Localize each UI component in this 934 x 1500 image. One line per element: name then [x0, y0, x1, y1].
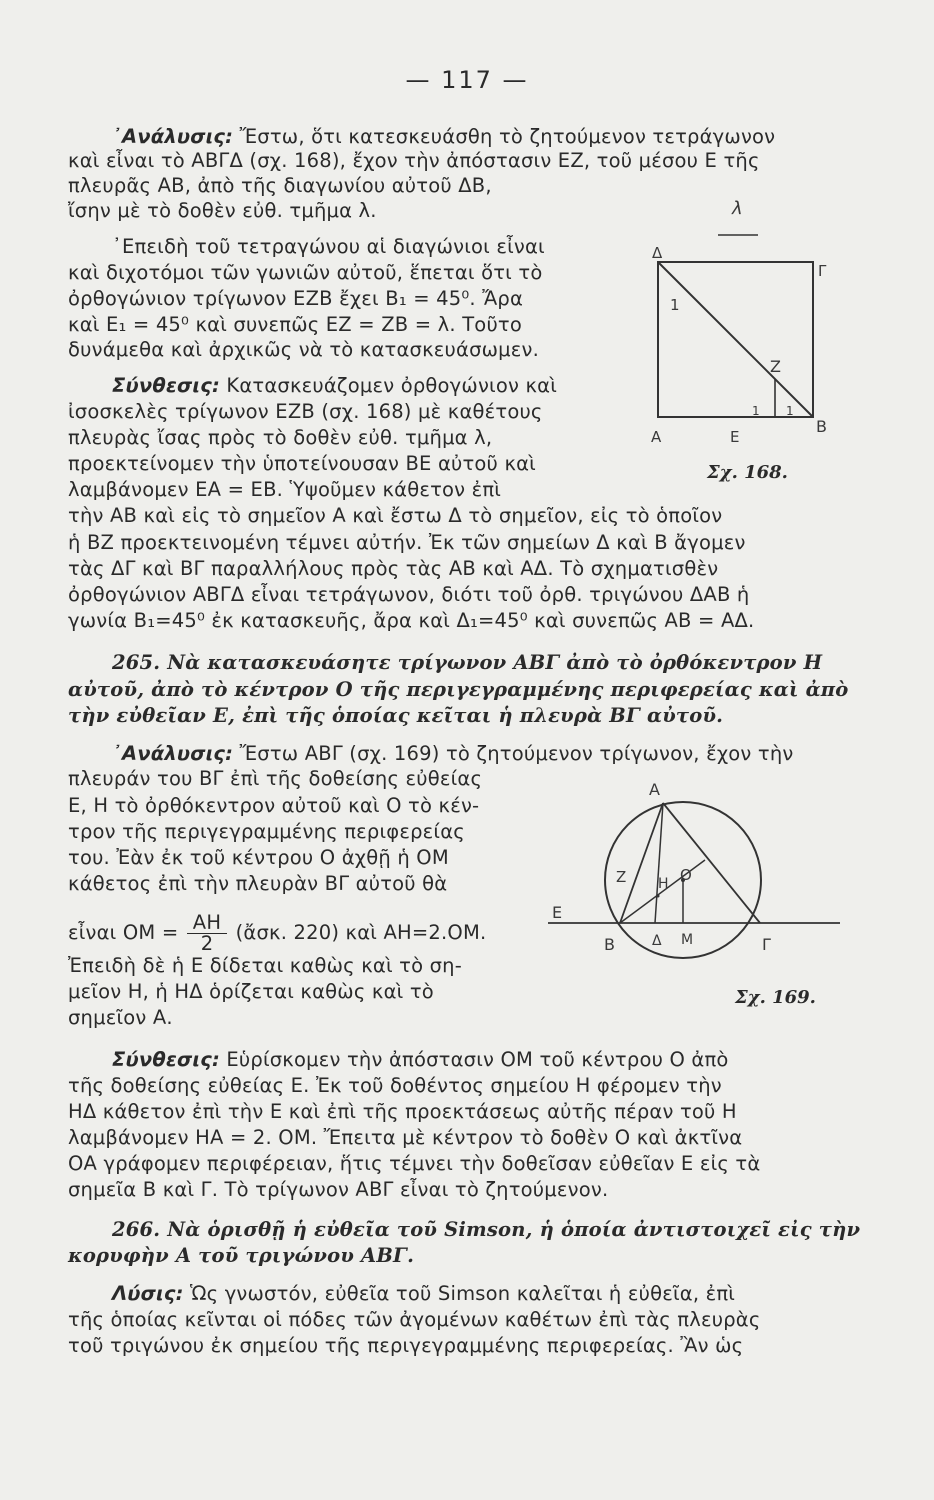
- figure-168-caption: Σχ. 168.: [707, 462, 788, 483]
- solution-line-0: Λύσις: Ὡς γνωστόν, εὐθεῖα τοῦ Simson καλεῖται ἡ εὐθεῖα, ἐπὶ: [112, 1282, 736, 1305]
- solution-label: Λύσις:: [112, 1282, 184, 1305]
- synthesis1-label: Σύνθεσις:: [112, 374, 220, 397]
- label-epsilon: Ε: [730, 428, 740, 446]
- label-b: Β: [604, 935, 615, 954]
- analysis2-line-6: εἶναι ΟΜ = $\frac{AH}{2}$ (ἄσκ. 220) καὶ ΑΗ=2.ΟΜ.: [68, 911, 487, 955]
- analysis2-line-2: Ε, Η τὸ ὀρθόκεντρον αὐτοῦ καὶ Ο τὸ κέν-: [68, 794, 480, 817]
- problem266-line-1: κορυφὴν Α τοῦ τριγώνου ΑΒΓ.: [68, 1244, 415, 1267]
- synthesis1-line-6: ἡ ΒΖ προεκτεινομένη τέμνει αὐτήν. Ἐκ τῶν σημείων Δ καὶ Β ἄγομεν: [68, 531, 746, 554]
- label-gamma: Γ: [818, 262, 827, 280]
- synthesis1-line-3: προεκτείνομεν τὴν ὑποτείνουσαν ΒΕ αὐτοῦ καὶ: [68, 452, 536, 475]
- fraction: [187, 913, 227, 954]
- analysis2-line-10: σημεῖον Α.: [68, 1006, 173, 1029]
- label-one-left: 1: [670, 296, 680, 314]
- diagonal-db: [658, 262, 813, 417]
- synthesis1-line-4: λαμβάνομεν ΕΑ = ΕΒ. Ὑψοῦμεν κάθετον ἐπὶ: [68, 478, 502, 501]
- solution-line-1: τῆς ὁποίας κεῖνται οἱ πόδες τῶν ἀγομένων καθέτων ἐπὶ τὰς πλευρὰς: [68, 1308, 761, 1331]
- problem265-line-1: αὐτοῦ, ἀπὸ τὸ κέντρον Ο τῆς περιγεγραμμένης περιφερείας καὶ ἀπὸ: [68, 678, 849, 701]
- analysis1-line-2: πλευρᾶς ΑΒ, ἀπὸ τῆς διαγωνίου αὐτοῦ ΔΒ,: [68, 174, 492, 197]
- synthesis1-line-1: ἰσοσκελὲς τρίγωνον ΕΖΒ (σχ. 168) μὲ καθέτους: [68, 400, 543, 423]
- label-one-b: 1: [786, 404, 794, 418]
- synthesis1-line-0: Σύνθεσις: Κατασκευάζομεν ὀρθογώνιον καὶ: [112, 374, 558, 397]
- figure-169: [540, 770, 860, 970]
- figure-168: [620, 195, 840, 495]
- point-h: [657, 895, 660, 898]
- analysis1-line-4: ᾿Επειδὴ τοῦ τετραγώνου αἱ διαγώνιοι εἶναι: [112, 235, 545, 258]
- solution-line-2: τοῦ τριγώνου ἐκ σημείου τῆς περιγεγραμμένης περιφερείας. Ἂν ὡς: [68, 1334, 744, 1357]
- label-o: Ο: [680, 866, 692, 884]
- analysis1-line-7: καὶ Ε₁ = 45⁰ καὶ συνεπῶς ΕΖ = ΖΒ = λ. Τοῦτο: [68, 313, 522, 336]
- label-z: Ζ: [770, 357, 781, 376]
- analysis2-line-3: τρον τῆς περιγεγραμμένης περιφερείας: [68, 820, 465, 843]
- fraction-numerator: ΑΗ: [187, 913, 227, 934]
- label-e: Ε: [552, 903, 563, 922]
- synthesis2-line-1: τῆς δοθείσης εὐθείας Ε. Ἐκ τοῦ δοθέντος σημείου Η φέρομεν τὴν: [68, 1074, 722, 1097]
- label-h: Η: [658, 876, 669, 892]
- analysis1-line-1: καὶ εἶναι τὸ ΑΒΓΔ (σχ. 168), ἔχον τὴν ἀπόστασιν ΕΖ, τοῦ μέσου Ε τῆς: [68, 149, 760, 172]
- analysis2-line-4: του. Ἐὰν ἐκ τοῦ κέντρου Ο ἀχθῇ ἡ ΟΜ: [68, 846, 449, 869]
- synthesis2-line-3: λαμβάνομεν ΗΑ = 2. ΟΜ. Ἔπειτα μὲ κέντρον τὸ δοθὲν Ο καὶ ἀκτῖνα: [68, 1126, 743, 1149]
- label-d: Δ: [652, 933, 662, 949]
- synthesis1-line-8: ὀρθογώνιον ΑΒΓΔ εἶναι τετράγωνον, διότι τοῦ ὀρθ. τριγώνου ΔΑΒ ἡ: [68, 583, 750, 606]
- label-z: Ζ: [616, 868, 627, 886]
- page-number: — 117 —: [405, 66, 529, 94]
- label-alpha: Α: [651, 428, 662, 446]
- synthesis2-label: Σύνθεσις:: [112, 1048, 220, 1071]
- side-ag: [663, 803, 760, 923]
- figure-169-caption: Σχ. 169.: [735, 987, 816, 1008]
- synthesis2-line-0: Σύνθεσις: Εὑρίσκομεν τὴν ἀπόστασιν ΟΜ τοῦ κέντρου Ο ἀπὸ: [112, 1048, 729, 1071]
- label-lambda: λ: [732, 198, 743, 219]
- analysis1-line-0: ᾿Ανάλυσις: Ἔστω, ὅτι κατεσκευάσθη τὸ ζητούμενον τετράγωνον: [112, 125, 776, 148]
- synthesis1-line-9: γωνία Β₁=45⁰ ἐκ κατασκευῆς, ἄρα καὶ Δ₁=45⁰ καὶ συνεπῶς ΑΒ = ΑΔ.: [68, 609, 755, 632]
- analysis2-line-0: ᾿Ανάλυσις: Ἔστω ΑΒΓ (σχ. 169) τὸ ζητούμενον τρίγωνον, ἔχον τὴν: [112, 742, 794, 765]
- label-one-a: 1: [752, 404, 760, 418]
- analysis2-label: ᾿Ανάλυσις:: [112, 742, 234, 765]
- label-g: Γ: [762, 935, 771, 954]
- synthesis2-line-5: σημεῖα Β καὶ Γ. Τὸ τρίγωνον ΑΒΓ εἶναι τὸ ζητούμενον.: [68, 1178, 609, 1201]
- analysis1-line-5: καὶ διχοτόμοι τῶν γωνιῶν αὐτοῦ, ἕπεται ὅτι τὸ: [68, 261, 543, 284]
- analysis1-line-6: ὀρθογώνιον τρίγωνον ΕΖΒ ἔχει Β₁ = 45⁰. Ἄρα: [68, 287, 524, 310]
- analysis2-line-8: Ἐπειδὴ δὲ ἡ Ε δίδεται καθὼς καὶ τὸ ση-: [68, 954, 462, 977]
- analysis2-line-9: μεῖον Η, ἡ ΗΔ ὁρίζεται καθὼς καὶ τὸ: [68, 980, 434, 1003]
- analysis1-line-8: δυνάμεθα καὶ ἀρχικῶς νὰ τὸ κατασκευάσωμεν.: [68, 338, 540, 361]
- analysis1-line-3: ἴσην μὲ τὸ δοθὲν εὐθ. τμῆμα λ.: [68, 199, 377, 222]
- label-delta: Δ: [652, 244, 663, 262]
- synthesis2-line-4: ΟΑ γράφομεν περιφέρειαν, ἥτις τέμνει τὴν δοθεῖσαν εὐθεῖαν Ε εἰς τὰ: [68, 1152, 761, 1175]
- synthesis2-line-2: ΗΔ κάθετον ἐπὶ τὴν Ε καὶ ἐπὶ τῆς προεκτάσεως αὐτῆς πέραν τοῦ Η: [68, 1100, 737, 1123]
- problem266-line-0: 266. Νὰ ὁρισθῇ ἡ εὐθεῖα τοῦ Simson, ἡ ὁποία ἀντιστοιχεῖ εἰς τὴν: [112, 1218, 861, 1241]
- analysis1-label: ᾿Ανάλυσις:: [112, 125, 234, 148]
- synthesis1-line-5: τὴν ΑΒ καὶ εἰς τὸ σημεῖον Α καὶ ἔστω Δ τὸ σημεῖον, εἰς τὸ ὁποῖον: [68, 504, 723, 527]
- problem265-line-2: τὴν εὐθεῖαν Ε, ἐπὶ τῆς ὁποίας κεῖται ἡ πλευρὰ ΒΓ αὐτοῦ.: [68, 704, 724, 727]
- label-m: Μ: [681, 932, 694, 948]
- analysis2-line-5: κάθετος ἐπὶ τὴν πλευρὰν ΒΓ αὐτοῦ θὰ: [68, 872, 448, 895]
- label-beta: Β: [816, 417, 827, 436]
- synthesis1-line-2: πλευρὰς ἴσας πρὸς τὸ δοθὲν εὐθ. τμῆμα λ,: [68, 426, 493, 449]
- fraction-denominator: 2: [200, 932, 214, 955]
- synthesis1-line-7: τὰς ΔΓ καὶ ΒΓ παραλλήλους πρὸς τὰς ΑΒ καὶ ΑΔ. Τὸ σχηματισθὲν: [68, 557, 719, 580]
- analysis2-line-1: πλευράν του ΒΓ ἐπὶ τῆς δοθείσης εὐθείας: [68, 767, 483, 790]
- label-a: Α: [649, 780, 660, 799]
- problem265-line-0: 265. Νὰ κατασκευάσητε τρίγωνον ΑΒΓ ἀπὸ τὸ ὀρθόκεντρον Η: [112, 651, 823, 674]
